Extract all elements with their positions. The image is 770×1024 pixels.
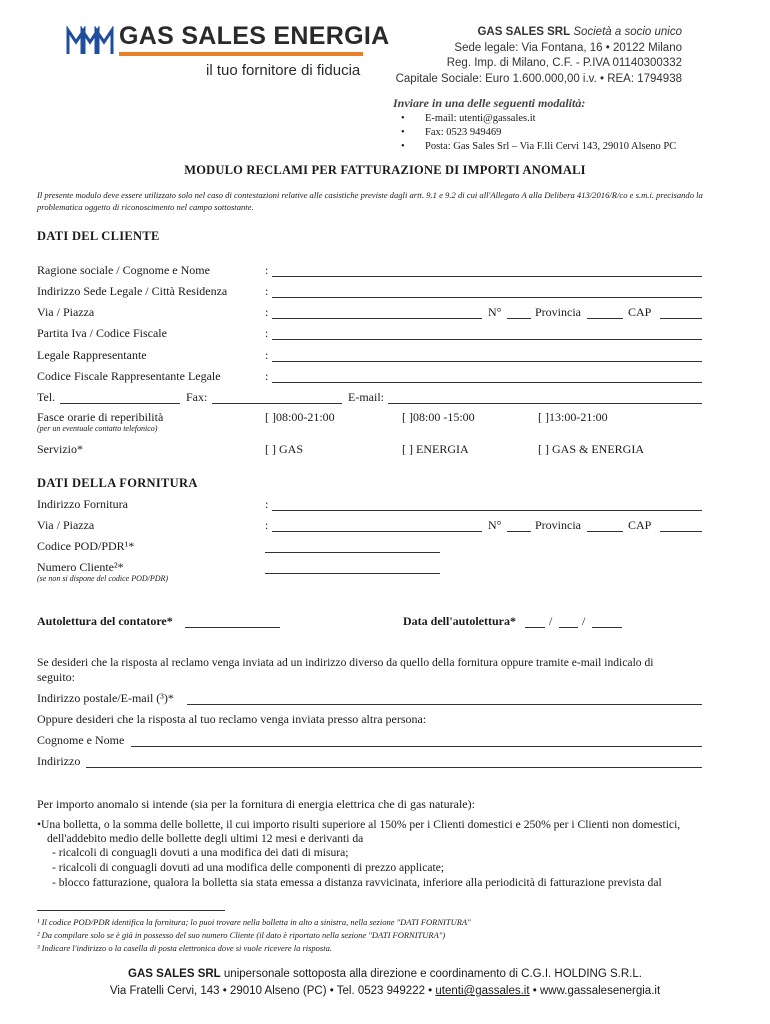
label-fornitura-cap: CAP bbox=[628, 518, 652, 532]
field-data-anno[interactable] bbox=[592, 627, 622, 628]
anomalo-bullet-cont: dell'addebito medio delle bollette degli ultimi 12 mesi e derivanti da bbox=[47, 832, 364, 845]
note-fasce-orarie: (per un eventuale contatto telefonico) bbox=[37, 424, 158, 433]
footer-address: Via Fratelli Cervi, 143 • 29010 Alseno (PC) • Tel. 0523 949222 • bbox=[109, 985, 436, 997]
label-fornitura-via: Via / Piazza bbox=[37, 518, 95, 532]
field-cognome-nome[interactable] bbox=[131, 746, 702, 747]
field-indirizzo-postale[interactable] bbox=[187, 704, 702, 705]
label-indirizzo-postale: Indirizzo postale/E-mail (³)* bbox=[37, 691, 174, 705]
company-name-suffix: Società a socio unico bbox=[573, 26, 682, 38]
field-data-mese[interactable] bbox=[559, 627, 578, 628]
field-numero-civico[interactable] bbox=[507, 318, 531, 319]
field-fornitura-provincia[interactable] bbox=[587, 531, 623, 532]
field-indirizzo-fornitura[interactable] bbox=[272, 510, 702, 511]
label-numero-civico: N° bbox=[488, 305, 502, 319]
risposta-altra-persona-text: Oppure desideri che la risposta al tuo reclamo venga inviata presso altra persona: bbox=[37, 712, 427, 726]
colon: : bbox=[265, 305, 269, 319]
company-info bbox=[396, 25, 682, 87]
colon: : bbox=[265, 263, 269, 277]
label-provincia: Provincia bbox=[535, 305, 581, 319]
field-legale-rappresentante[interactable] bbox=[272, 361, 702, 362]
label-indirizzo-fornitura: Indirizzo Fornitura bbox=[37, 497, 128, 511]
field-cf-rappresentante[interactable] bbox=[272, 382, 702, 383]
footer-company-desc: unipersonale sottoposta alla direzione e coordinamento di C.G.I. HOLDING S.R.L. bbox=[220, 968, 642, 980]
form-intro: Il presente modulo deve essere utilizzato solo nel caso di contestazioni relative alle casistiche previste dagli artt. 9.1 e 9.2 di cui all'Allegato A alla Delibera 413/2016/R/co e s.m.i. precisando la problematica oggetto di riconoscimento nel campo sottostante. bbox=[37, 190, 703, 212]
field-tel[interactable] bbox=[60, 403, 180, 404]
checkbox-fascia-08-15[interactable]: [ ]08:00 -15:00 bbox=[402, 410, 475, 424]
label-email: E-mail: bbox=[348, 390, 384, 404]
send-method-email: • E-mail: utenti@gassales.it bbox=[395, 112, 676, 126]
checkbox-fascia-08-21[interactable]: [ ]08:00-21:00 bbox=[265, 410, 335, 424]
footnote-2: ² Da compilare solo se è già in possesso del suo numero Cliente (il dato è riportato nella sezione "DATI FORNITURA") bbox=[37, 930, 446, 940]
send-methods-list bbox=[395, 112, 676, 155]
risposta-text: Se desideri che la risposta al reclamo venga inviata ad un indirizzo diverso da quello della fornitura oppure tramite e-mail indicalo di bbox=[37, 656, 654, 669]
logo-text: GAS SALES ENERGIA bbox=[119, 22, 390, 50]
field-codice-pod[interactable] bbox=[265, 552, 440, 553]
anomalo-sub-item: - ricalcoli di conguagli dovuti a una modifica dei dati di misura; bbox=[52, 846, 349, 859]
label-fax: Fax: bbox=[186, 390, 208, 404]
section-heading-fornitura: DATI DELLA FORNITURA bbox=[37, 476, 198, 490]
anomalo-sub-item: - ricalcoli di conguagli dovuti ad una modifica delle componenti di prezzo applicate; bbox=[52, 861, 445, 874]
label-legale-rappresentante: Legale Rappresentante bbox=[37, 348, 147, 362]
field-partita-iva[interactable] bbox=[272, 339, 702, 340]
send-method-fax: • Fax: 0523 949469 bbox=[395, 126, 676, 140]
footer-email-link[interactable]: utenti@gassales.it bbox=[435, 985, 530, 997]
field-fornitura-via[interactable] bbox=[272, 531, 482, 532]
field-numero-cliente[interactable] bbox=[265, 573, 440, 574]
footnote-3: ³ Indicare l'indirizzo o la casella di posta elettronica dove si vuole ricevere la risposta. bbox=[37, 943, 332, 953]
label-partita-iva: Partita Iva / Codice Fiscale bbox=[37, 326, 167, 340]
logo-accent-bar bbox=[119, 52, 363, 56]
colon: : bbox=[265, 518, 269, 532]
checkbox-servizio-gas-energia[interactable]: [ ] GAS & ENERGIA bbox=[538, 442, 644, 456]
risposta-text-cont: seguito: bbox=[37, 670, 75, 684]
footnote-1: ¹ Il codice POD/PDR identifica la fornitura; lo puoi trovare nella bolletta in alto a sinistra, nella sezione "DATI FORNITURA" bbox=[37, 917, 471, 927]
field-fax[interactable] bbox=[212, 403, 342, 404]
colon: : bbox=[265, 326, 269, 340]
colon: : bbox=[265, 284, 269, 298]
anomalo-intro: Per importo anomalo si intende (sia per la fornitura di energia elettrica che di gas naturale): bbox=[37, 797, 475, 811]
field-autolettura[interactable] bbox=[185, 627, 280, 628]
field-email[interactable] bbox=[388, 403, 702, 404]
company-address: Sede legale: Via Fontana, 16 • 20122 Milano bbox=[454, 41, 682, 54]
label-fornitura-provincia: Provincia bbox=[535, 518, 581, 532]
label-servizio: Servizio* bbox=[37, 442, 83, 456]
field-fornitura-numero[interactable] bbox=[507, 531, 531, 532]
anomalo-bullet: •Una bolletta, o la somma delle bollette, il cui importo risulti superiore al 150% per i Clienti domestici e 250% per i Clienti non domestici, bbox=[37, 818, 681, 831]
send-method-post: • Posta: Gas Sales Srl – Via F.lli Cervi 143, 29010 Alseno PC bbox=[395, 140, 676, 154]
label-cap: CAP bbox=[628, 305, 652, 319]
date-slash: / bbox=[549, 614, 553, 628]
form-title: MODULO RECLAMI PER FATTURAZIONE DI IMPORTI ANOMALI bbox=[184, 163, 586, 177]
field-provincia[interactable] bbox=[587, 318, 623, 319]
label-cf-rappresentante: Codice Fiscale Rappresentante Legale bbox=[37, 369, 221, 383]
company-capital: Capitale Sociale: Euro 1.600.000,00 i.v. • REA: 1794938 bbox=[395, 72, 682, 85]
gas-sales-logo-icon bbox=[66, 26, 114, 56]
label-indirizzo-sede: Indirizzo Sede Legale / Città Residenza bbox=[37, 284, 228, 298]
label-fornitura-numero: N° bbox=[488, 518, 502, 532]
colon: : bbox=[265, 369, 269, 383]
footer-contact-line bbox=[0, 985, 770, 997]
footer-website: • www.gassalesenergia.it bbox=[529, 985, 661, 997]
label-codice-pod: Codice POD/PDR¹* bbox=[37, 539, 135, 553]
company-name: GAS SALES SRL bbox=[477, 26, 571, 38]
field-data-giorno[interactable] bbox=[525, 627, 545, 628]
logo-tagline: il tuo fornitore di fiducia bbox=[206, 62, 361, 79]
label-autolettura: Autolettura del contatore* bbox=[37, 614, 173, 628]
label-cognome-nome: Cognome e Nome bbox=[37, 733, 125, 747]
footer-company-name: GAS SALES SRL bbox=[128, 968, 221, 980]
label-numero-cliente: Numero Cliente²* bbox=[37, 560, 124, 574]
field-via-piazza[interactable] bbox=[272, 318, 482, 319]
label-ragione-sociale: Ragione sociale / Cognome e Nome bbox=[37, 263, 210, 277]
label-via-piazza: Via / Piazza bbox=[37, 305, 95, 319]
label-indirizzo: Indirizzo bbox=[37, 754, 81, 768]
send-methods-title: Inviare in una delle seguenti modalità: bbox=[393, 96, 586, 110]
anomalo-sub-item: - blocco fatturazione, qualora la bolletta sia stata emessa a distanza ravvicinata, inferiore alla periodicità di fatturazione prevista dal bbox=[52, 876, 662, 889]
checkbox-fascia-13-21[interactable]: [ ]13:00-21:00 bbox=[538, 410, 608, 424]
label-tel: Tel. bbox=[37, 390, 56, 404]
company-registration: Reg. Imp. di Milano, C.F. - P.IVA 01140300332 bbox=[446, 57, 682, 70]
field-indirizzo-sede[interactable] bbox=[272, 297, 702, 298]
label-fasce-orarie: Fasce orarie di reperibilità bbox=[37, 410, 164, 424]
label-data-autolettura: Data dell'autolettura* bbox=[403, 614, 516, 628]
date-slash: / bbox=[582, 614, 586, 628]
field-cap[interactable] bbox=[660, 318, 702, 319]
checkbox-servizio-gas[interactable]: [ ] GAS bbox=[265, 442, 303, 456]
section-heading-cliente: DATI DEL CLIENTE bbox=[37, 229, 160, 243]
checkbox-servizio-energia[interactable]: [ ] ENERGIA bbox=[402, 442, 469, 456]
field-ragione-sociale[interactable] bbox=[272, 276, 702, 277]
footnote-divider bbox=[37, 910, 225, 911]
footer-company-line bbox=[0, 968, 770, 980]
colon: : bbox=[265, 497, 269, 511]
field-indirizzo[interactable] bbox=[86, 767, 702, 768]
colon: : bbox=[265, 348, 269, 362]
note-numero-cliente: (se non si dispone del codice POD/PDR) bbox=[37, 574, 169, 583]
field-fornitura-cap[interactable] bbox=[660, 531, 702, 532]
